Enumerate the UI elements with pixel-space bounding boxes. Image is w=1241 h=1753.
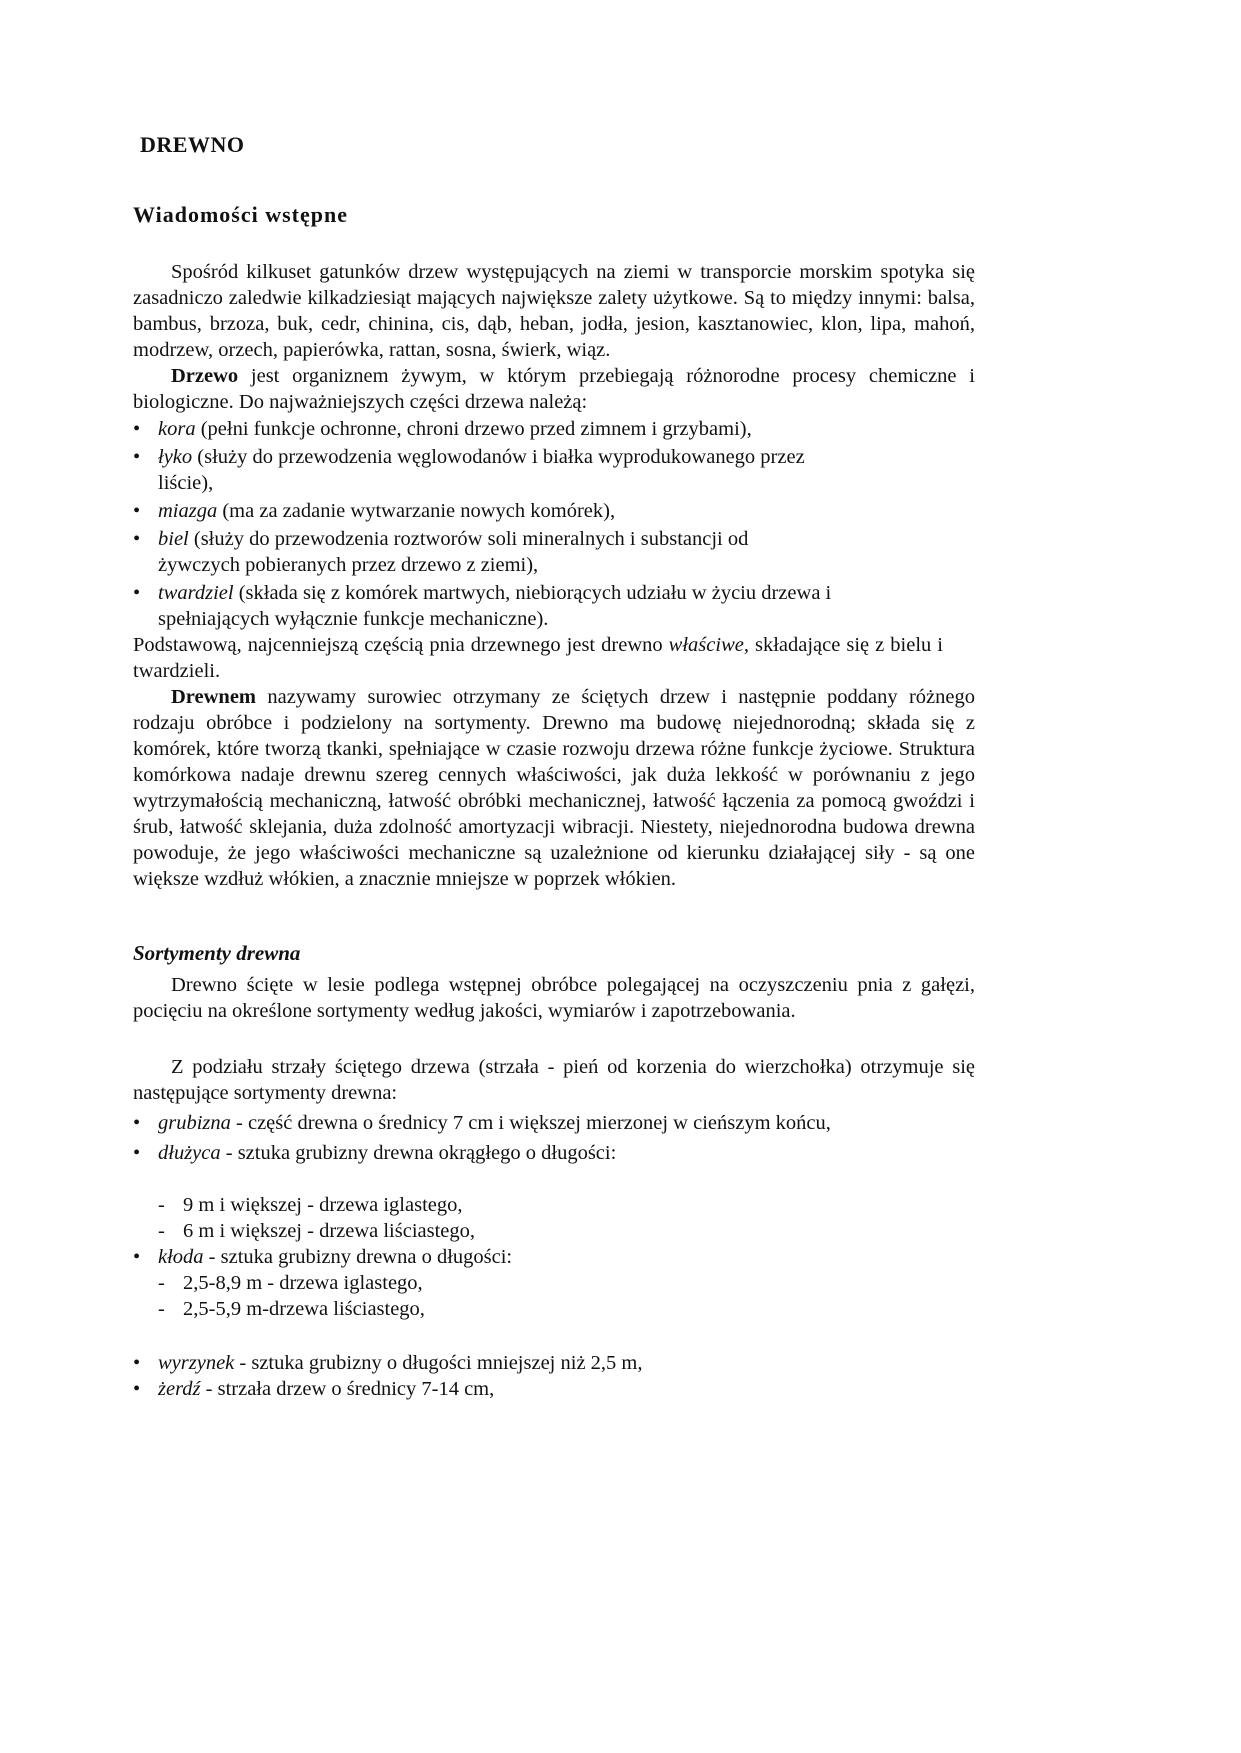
desc: - sztuka grubizny drewna okrągłego o długości: bbox=[220, 1142, 617, 1164]
desc: - sztuka grubizny drewna o długości: bbox=[203, 1246, 513, 1268]
list-item bbox=[133, 1140, 833, 1244]
drzewo-text: jest organiznem żywym, w którym przebiegają różnorodne procesy chemiczne i biologiczne. Do najważniejszych części drzewa należą: bbox=[133, 365, 975, 413]
drzewo-term: Drzewo bbox=[171, 365, 239, 387]
document-title: DREWNO bbox=[140, 132, 245, 157]
subsection-title: Sortymenty drewna bbox=[133, 941, 301, 965]
sub-item: - 2,5-5,9 m-drzewa liściastego, bbox=[133, 1296, 833, 1322]
text: nazywamy surowiec otrzymany ze ściętych drzew i następnie poddany różnego rodzaju obróbce i podzielony na sortymenty. Drewno ma budowę niejednorodną; składa się z komórek, które tworzą tkanki, spełniające w czasie rozwoju drzewa różne funkcje życiowe. Struktura komórkowa nadaje drewnu szereg cennych właściwości, jak duża lekkość w porównaniu z jego wytrzymałością mechaniczną, łatwość obróbki mechanicznej, łatwość łączenia za pomocą gwoździ i śrub, łatwość sklejania, duża zdolność amortyzacji wibracji. Niestety, niejednorodna budowa drewna powoduje, że jego właściwości mechaniczne są uzależnione od kierunku działającej siły - są one większe wzdłuż włókien, a znacznie mniejsze w poprzek włókien. bbox=[133, 686, 975, 890]
term: kora bbox=[158, 418, 196, 440]
podzial-paragraph: Z podziału strzały ściętego drzewa (strzała - pień od korzenia do wierzchołka) otrzymuje się następujące sortymenty drewna: bbox=[133, 1056, 975, 1104]
sub-item: - 9 m i większej - drzewa iglastego, bbox=[133, 1192, 833, 1218]
term: żerdź bbox=[158, 1378, 201, 1400]
list-item bbox=[133, 1350, 833, 1376]
desc: (składa się z komórek martwych, niebiorących udziału w życiu drzewa i spełniających wyłącznie funkcje mechaniczne). bbox=[158, 582, 832, 630]
wlasciwe-block bbox=[133, 632, 975, 892]
drewnem-term: Drewnem bbox=[171, 686, 257, 708]
term: twardziel bbox=[158, 582, 234, 604]
term: dłużyca bbox=[158, 1142, 221, 1164]
list-item bbox=[133, 580, 833, 632]
assortments-list bbox=[133, 1110, 833, 1402]
desc: - strzała drzew o średnicy 7-14 cm, bbox=[200, 1378, 495, 1400]
desc: (pełni funkcje ochronne, chroni drzewo przed zimnem i grzybami), bbox=[195, 418, 752, 440]
sub-item: - 6 m i większej - drzewa liściastego, bbox=[133, 1218, 833, 1244]
list-item bbox=[133, 498, 833, 524]
list-item bbox=[133, 416, 833, 442]
desc: (ma za zadanie wytwarzanie nowych komórek), bbox=[217, 500, 616, 522]
sub-item: - 2,5-8,9 m - drzewa iglastego, bbox=[133, 1270, 833, 1296]
list-item bbox=[133, 1110, 833, 1136]
desc: - część drewna o średnicy 7 cm i większej mierzonej w cieńszym końcu, bbox=[230, 1112, 831, 1134]
list-item bbox=[133, 444, 833, 496]
wlasciwe-paragraph bbox=[133, 632, 943, 684]
term: kłoda bbox=[158, 1246, 204, 1268]
sortymenty-block bbox=[133, 940, 975, 1106]
term: właściwe, bbox=[668, 634, 749, 656]
term: wyrzynek bbox=[158, 1352, 235, 1374]
list-item bbox=[133, 526, 833, 578]
text: składające się z bielu i twardzieli. bbox=[133, 634, 943, 682]
desc: - sztuka grubizny o długości mniejszej niż 2,5 m, bbox=[234, 1352, 643, 1374]
term: łyko bbox=[158, 446, 193, 468]
drzewo-paragraph bbox=[133, 363, 975, 415]
term: grubizna bbox=[158, 1112, 231, 1134]
desc: (służy do przewodzenia węglowodanów i białka wyprodukowanego przez liście), bbox=[158, 446, 805, 494]
list-item bbox=[133, 1376, 833, 1402]
intro-block bbox=[133, 259, 975, 415]
sub-list bbox=[133, 1270, 833, 1322]
sub-list bbox=[133, 1192, 833, 1244]
intro-paragraph: Spośród kilkuset gatunków drzew występujących na ziemi w transporcie morskim spotyka się zasadniczo zaledwie kilkadziesiąt mających największe zalety użytkowe. Są to między innymi: balsa, bambus, brzoza, buk, cedr, chinina, cis, dąb, heban, jodła, jesion, kasztanowiec, klon, lipa, mahoń, modrzew, orzech, papierówka, rattan, sosna, świerk, wiąz. bbox=[133, 261, 975, 361]
sortymenty-paragraph: Drewno ścięte w lesie podlega wstępnej obróbce polegającej na oczyszczeniu pnia z gałęzi, pocięciu na określone sortymenty według jakości, wymiarów i zapotrzebowania. bbox=[133, 974, 975, 1022]
tree-parts-list bbox=[133, 416, 833, 632]
term: biel bbox=[158, 528, 189, 550]
term: miazga bbox=[158, 500, 218, 522]
list-item bbox=[133, 1244, 833, 1322]
text: Podstawową, najcenniejszą częścią pnia drzewnego jest drewno bbox=[133, 634, 669, 656]
section-title: Wiadomości wstępne bbox=[133, 202, 348, 227]
desc: (służy do przewodzenia roztworów soli mineralnych i substancji od żywczych pobieranych przez drzewo z ziemi), bbox=[158, 528, 749, 576]
drewnem-paragraph bbox=[133, 684, 975, 892]
